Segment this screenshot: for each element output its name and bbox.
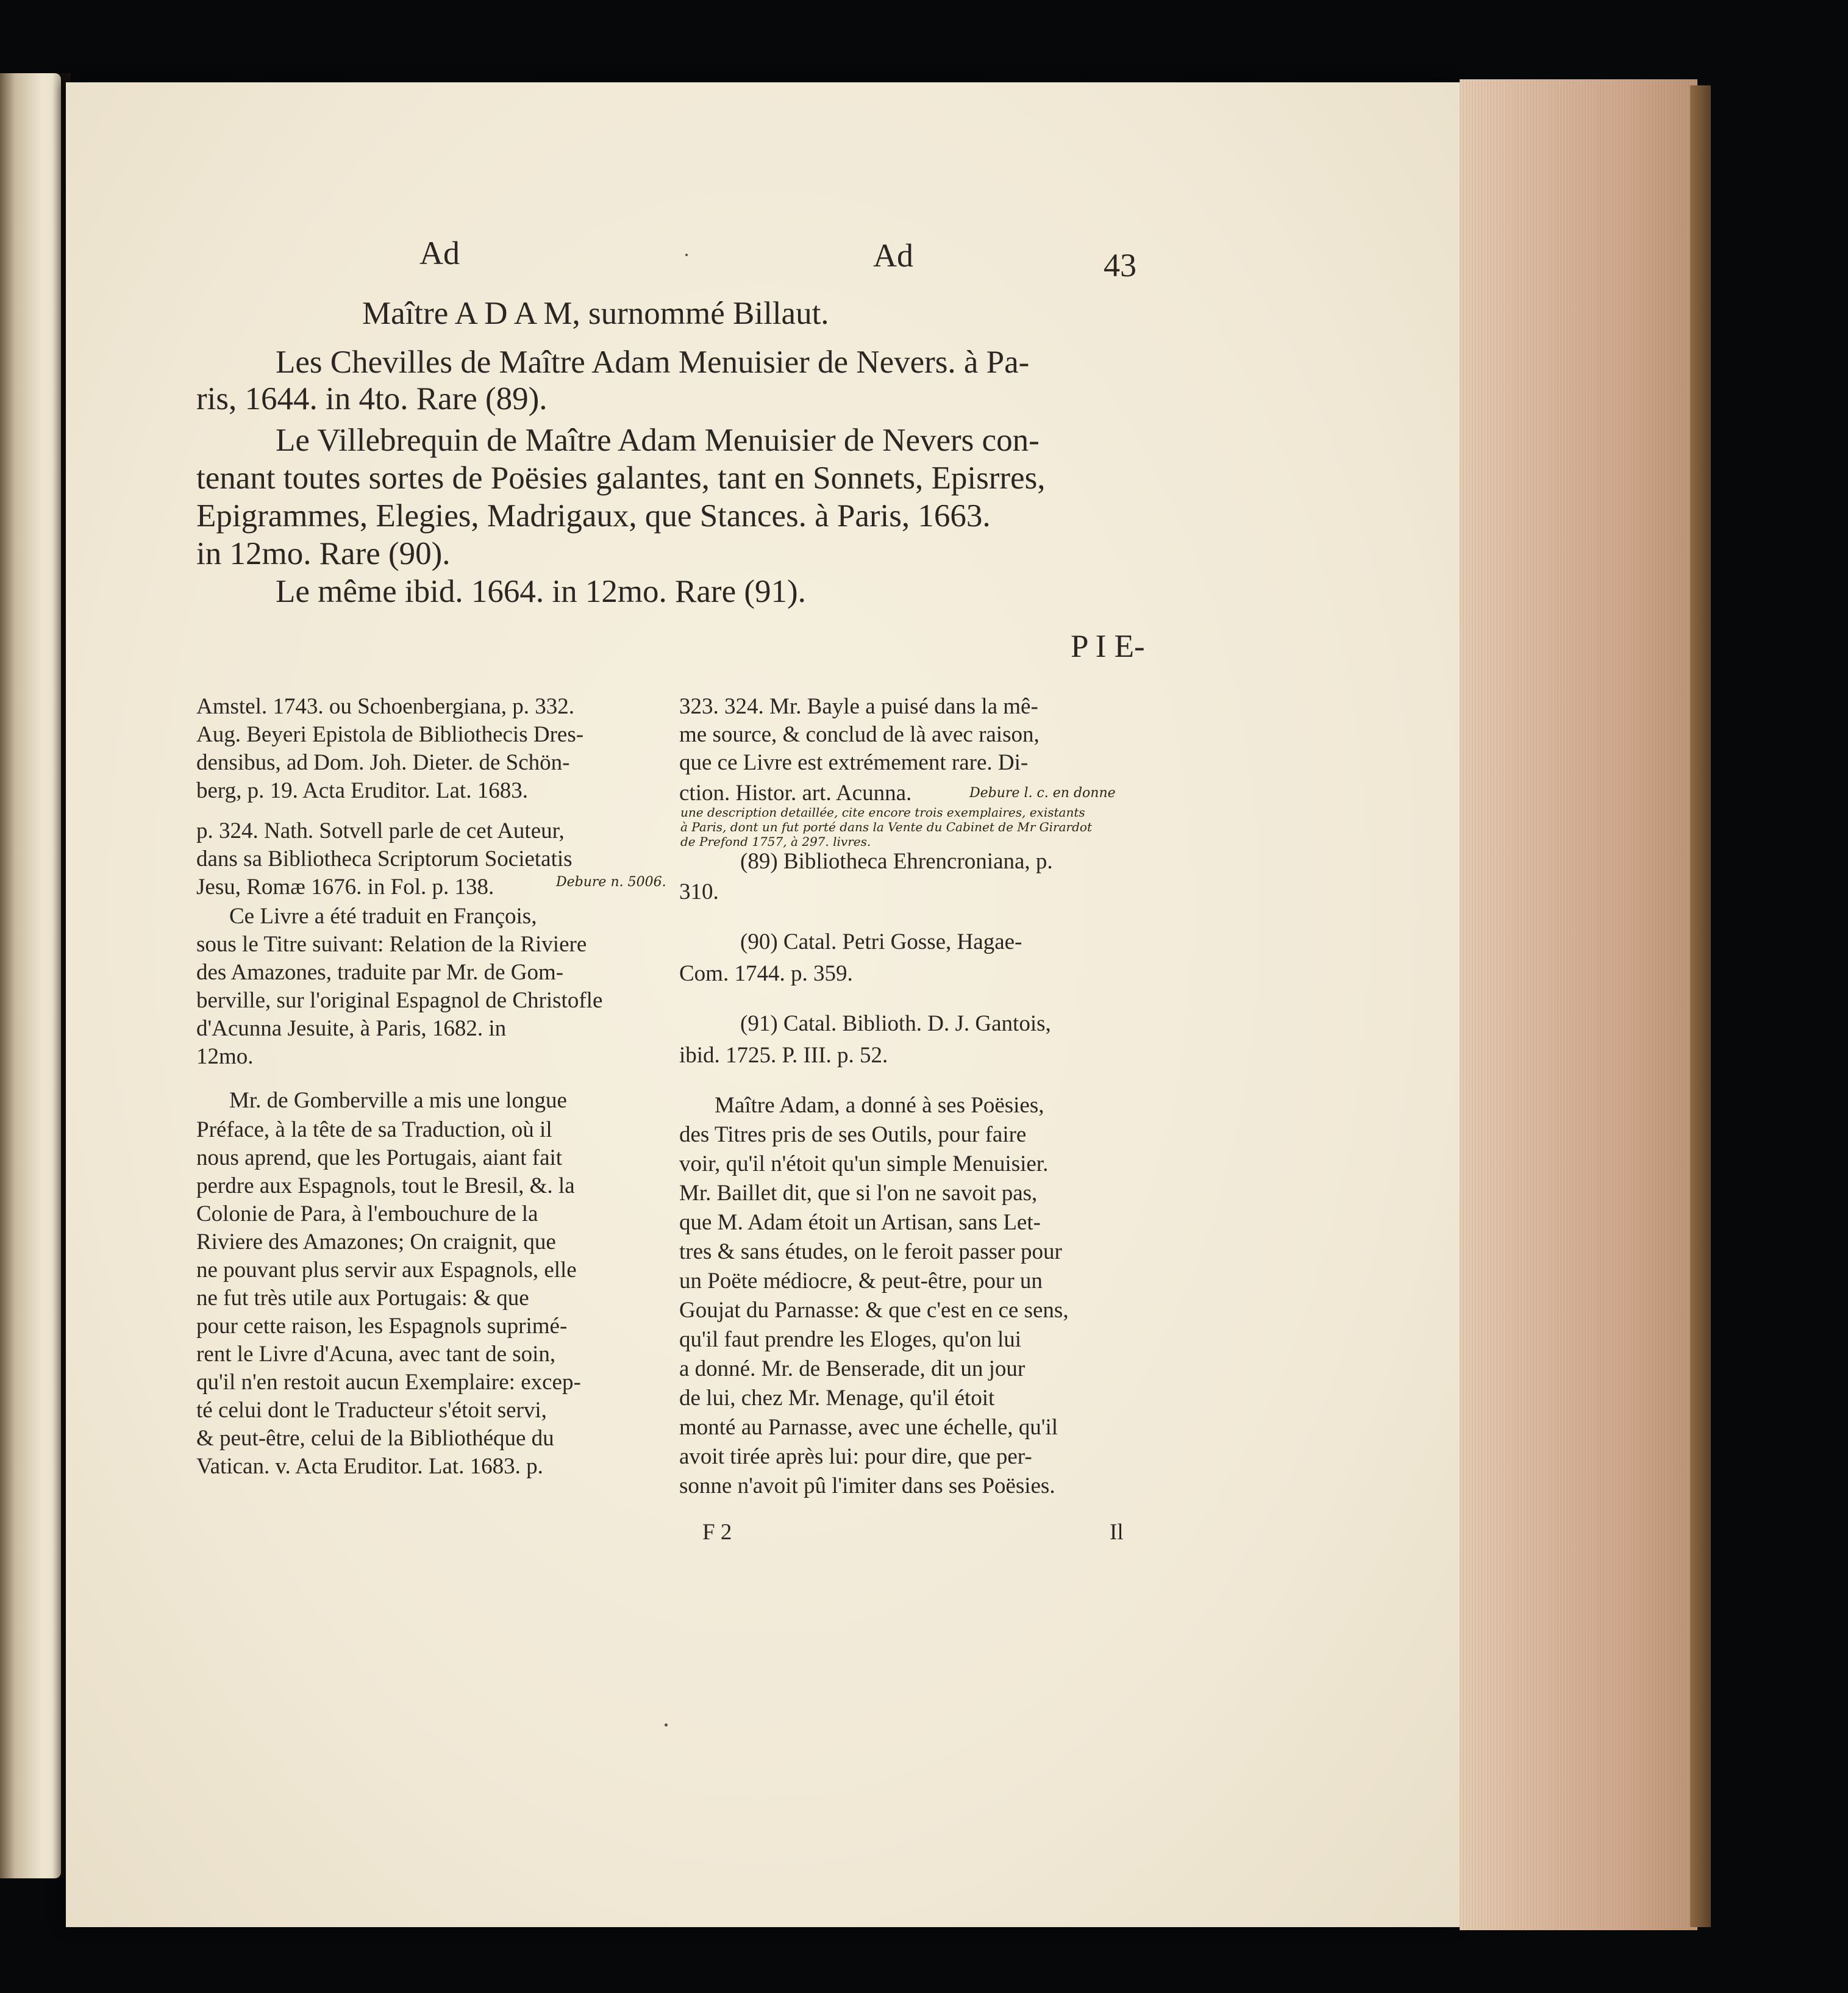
catchword-top: P I E- — [1071, 629, 1145, 664]
entry-line: ris, 1644. in 4to. Rare (89). — [196, 381, 548, 417]
binding-edge — [1690, 85, 1711, 1927]
page-number: 43 — [1104, 247, 1136, 284]
column-line: ne pouvant plus servir aux Espagnols, elle — [196, 1258, 577, 1283]
column-line: Goujat du Parnasse: & que c'est en ce sens, — [679, 1298, 1069, 1323]
entry-line: tenant toutes sortes de Poësies galantes, tant en Sonnets, Episrres, — [196, 460, 1046, 496]
column-line: des Titres pris de ses Outils, pour faire — [679, 1122, 1027, 1147]
column-line: monté au Parnasse, avec une échelle, qu'il — [679, 1415, 1058, 1440]
column-line: perdre aux Espagnols, tout le Bresil, &. la — [196, 1173, 575, 1198]
column-line: qu'il n'en restoit aucun Exemplaire: excep- — [196, 1370, 581, 1395]
column-line: Colonie de Para, à l'embouchure de la — [196, 1201, 538, 1226]
column-line: qu'il faut prendre les Eloges, qu'on lui — [679, 1327, 1022, 1352]
entry-line: Le même ibid. 1664. in 12mo. Rare (91). — [276, 574, 806, 609]
entry-heading: Maître A D A M, surnommé Billaut. — [362, 296, 829, 331]
entry-line: Epigrammes, Elegies, Madrigaux, que Stances. à Paris, 1663. — [196, 498, 991, 534]
column-line: Riviere des Amazones; On craignit, que — [196, 1229, 556, 1254]
entry-line: Les Chevilles de Maître Adam Menuisier de Nevers. à Pa- — [276, 345, 1030, 380]
column-line: & peut-être, celui de la Bibliothéque du — [196, 1426, 554, 1451]
column-line: un Poëte médiocre, & peut-être, pour un — [679, 1268, 1043, 1293]
column-line: d'Acunna Jesuite, à Paris, 1682. in — [196, 1016, 507, 1041]
signature-mark: F 2 — [702, 1520, 732, 1545]
footnote-90: (90) Catal. Petri Gosse, Hagae- — [740, 929, 1022, 954]
column-line: té celui dont le Traducteur s'étoit servi, — [196, 1398, 547, 1423]
footnote-90-cont: Com. 1744. p. 359. — [679, 961, 853, 986]
column-line: tres & sans études, on le feroit passer pour — [679, 1239, 1062, 1264]
column-line: berg, p. 19. Acta Eruditor. Lat. 1683. — [196, 778, 528, 803]
entry-line: in 12mo. Rare (90). — [196, 536, 451, 571]
footnote-91-cont: ibid. 1725. P. III. p. 52. — [679, 1043, 888, 1068]
column-line: Amstel. 1743. ou Schoenbergiana, p. 332. — [196, 694, 575, 719]
handwritten-note: Debure n. 5006. — [556, 875, 666, 890]
column-line: Jesu, Romæ 1676. in Fol. p. 138. — [196, 875, 494, 900]
column-line: ction. Histor. art. Acunna. — [679, 781, 912, 806]
footnote-91: (91) Catal. Biblioth. D. J. Gantois, — [740, 1011, 1051, 1036]
column-line: rent le Livre d'Acuna, avec tant de soin, — [196, 1342, 556, 1367]
handwritten-note-line: de Prefond 1757, à 297. livres. — [680, 834, 871, 849]
column-line: a donné. Mr. de Benserade, dit un jour — [679, 1356, 1026, 1381]
column-line: 12mo. — [196, 1044, 254, 1069]
column-line: Ce Livre a été traduit en François, — [229, 904, 537, 929]
catchword-bottom: Il — [1110, 1520, 1124, 1545]
facing-page-edge — [0, 73, 61, 1878]
paper-speck — [665, 1723, 668, 1726]
column-line: Mr. Baillet dit, que si l'on ne savoit pas, — [679, 1181, 1038, 1206]
handwritten-note-line: à Paris, dont un fut porté dans la Vente du Cabinet de Mr Girardot — [680, 820, 1092, 834]
footnote-89-cont: 310. — [679, 879, 719, 904]
column-line: sous le Titre suivant: Relation de la Riviere — [196, 932, 587, 957]
column-line: pour cette raison, les Espagnols suprimé- — [196, 1314, 568, 1339]
column-line: dans sa Bibliotheca Scriptorum Societatis — [196, 846, 573, 871]
column-line: Aug. Beyeri Epistola de Bibliothecis Dres- — [196, 722, 584, 747]
column-line: de lui, chez Mr. Menage, qu'il étoit — [679, 1386, 995, 1411]
column-line: Préface, à la tête de sa Traduction, où il — [196, 1117, 552, 1142]
handwritten-note-line: une description detaillée, cite encore trois exemplaires, existants — [680, 805, 1085, 820]
column-line: 323. 324. Mr. Bayle a puisé dans la mê- — [679, 694, 1038, 719]
running-head-left: Ad — [419, 235, 460, 271]
column-line: Mr. de Gomberville a mis une longue — [229, 1088, 567, 1113]
column-line: me source, & conclud de là avec raison, — [679, 722, 1040, 747]
column-line: Vatican. v. Acta Eruditor. Lat. 1683. p. — [196, 1454, 543, 1479]
column-line: que ce Livre est extrémement rare. Di- — [679, 750, 1029, 775]
page-block-edge — [1460, 79, 1697, 1930]
entry-line: Le Villebrequin de Maître Adam Menuisier de Nevers con- — [276, 423, 1040, 458]
column-line: Maître Adam, a donné à ses Poësies, — [715, 1093, 1044, 1118]
column-line: p. 324. Nath. Sotvell parle de cet Auteur, — [196, 818, 565, 843]
footnote-89: (89) Bibliotheca Ehrencroniana, p. — [740, 849, 1053, 874]
column-line: densibus, ad Dom. Joh. Dieter. de Schön- — [196, 750, 570, 775]
column-line: avoit tirée après lui: pour dire, que per- — [679, 1444, 1032, 1469]
column-line: berville, sur l'original Espagnol de Christofle — [196, 988, 603, 1013]
column-line: ne fut très utile aux Portugais: & que — [196, 1286, 529, 1311]
column-line: que M. Adam étoit un Artisan, sans Let- — [679, 1210, 1041, 1235]
column-line: voir, qu'il n'étoit qu'un simple Menuisier. — [679, 1151, 1049, 1176]
running-head-center: Ad — [873, 237, 913, 274]
column-line: sonne n'avoit pû l'imiter dans ses Poësies. — [679, 1473, 1055, 1498]
paper-speck — [685, 254, 688, 256]
handwritten-note-line: Debure l. c. en donne — [969, 785, 1116, 801]
column-line: des Amazones, traduite par Mr. de Gom- — [196, 960, 564, 985]
column-line: nous aprend, que les Portugais, aiant fait — [196, 1145, 563, 1170]
